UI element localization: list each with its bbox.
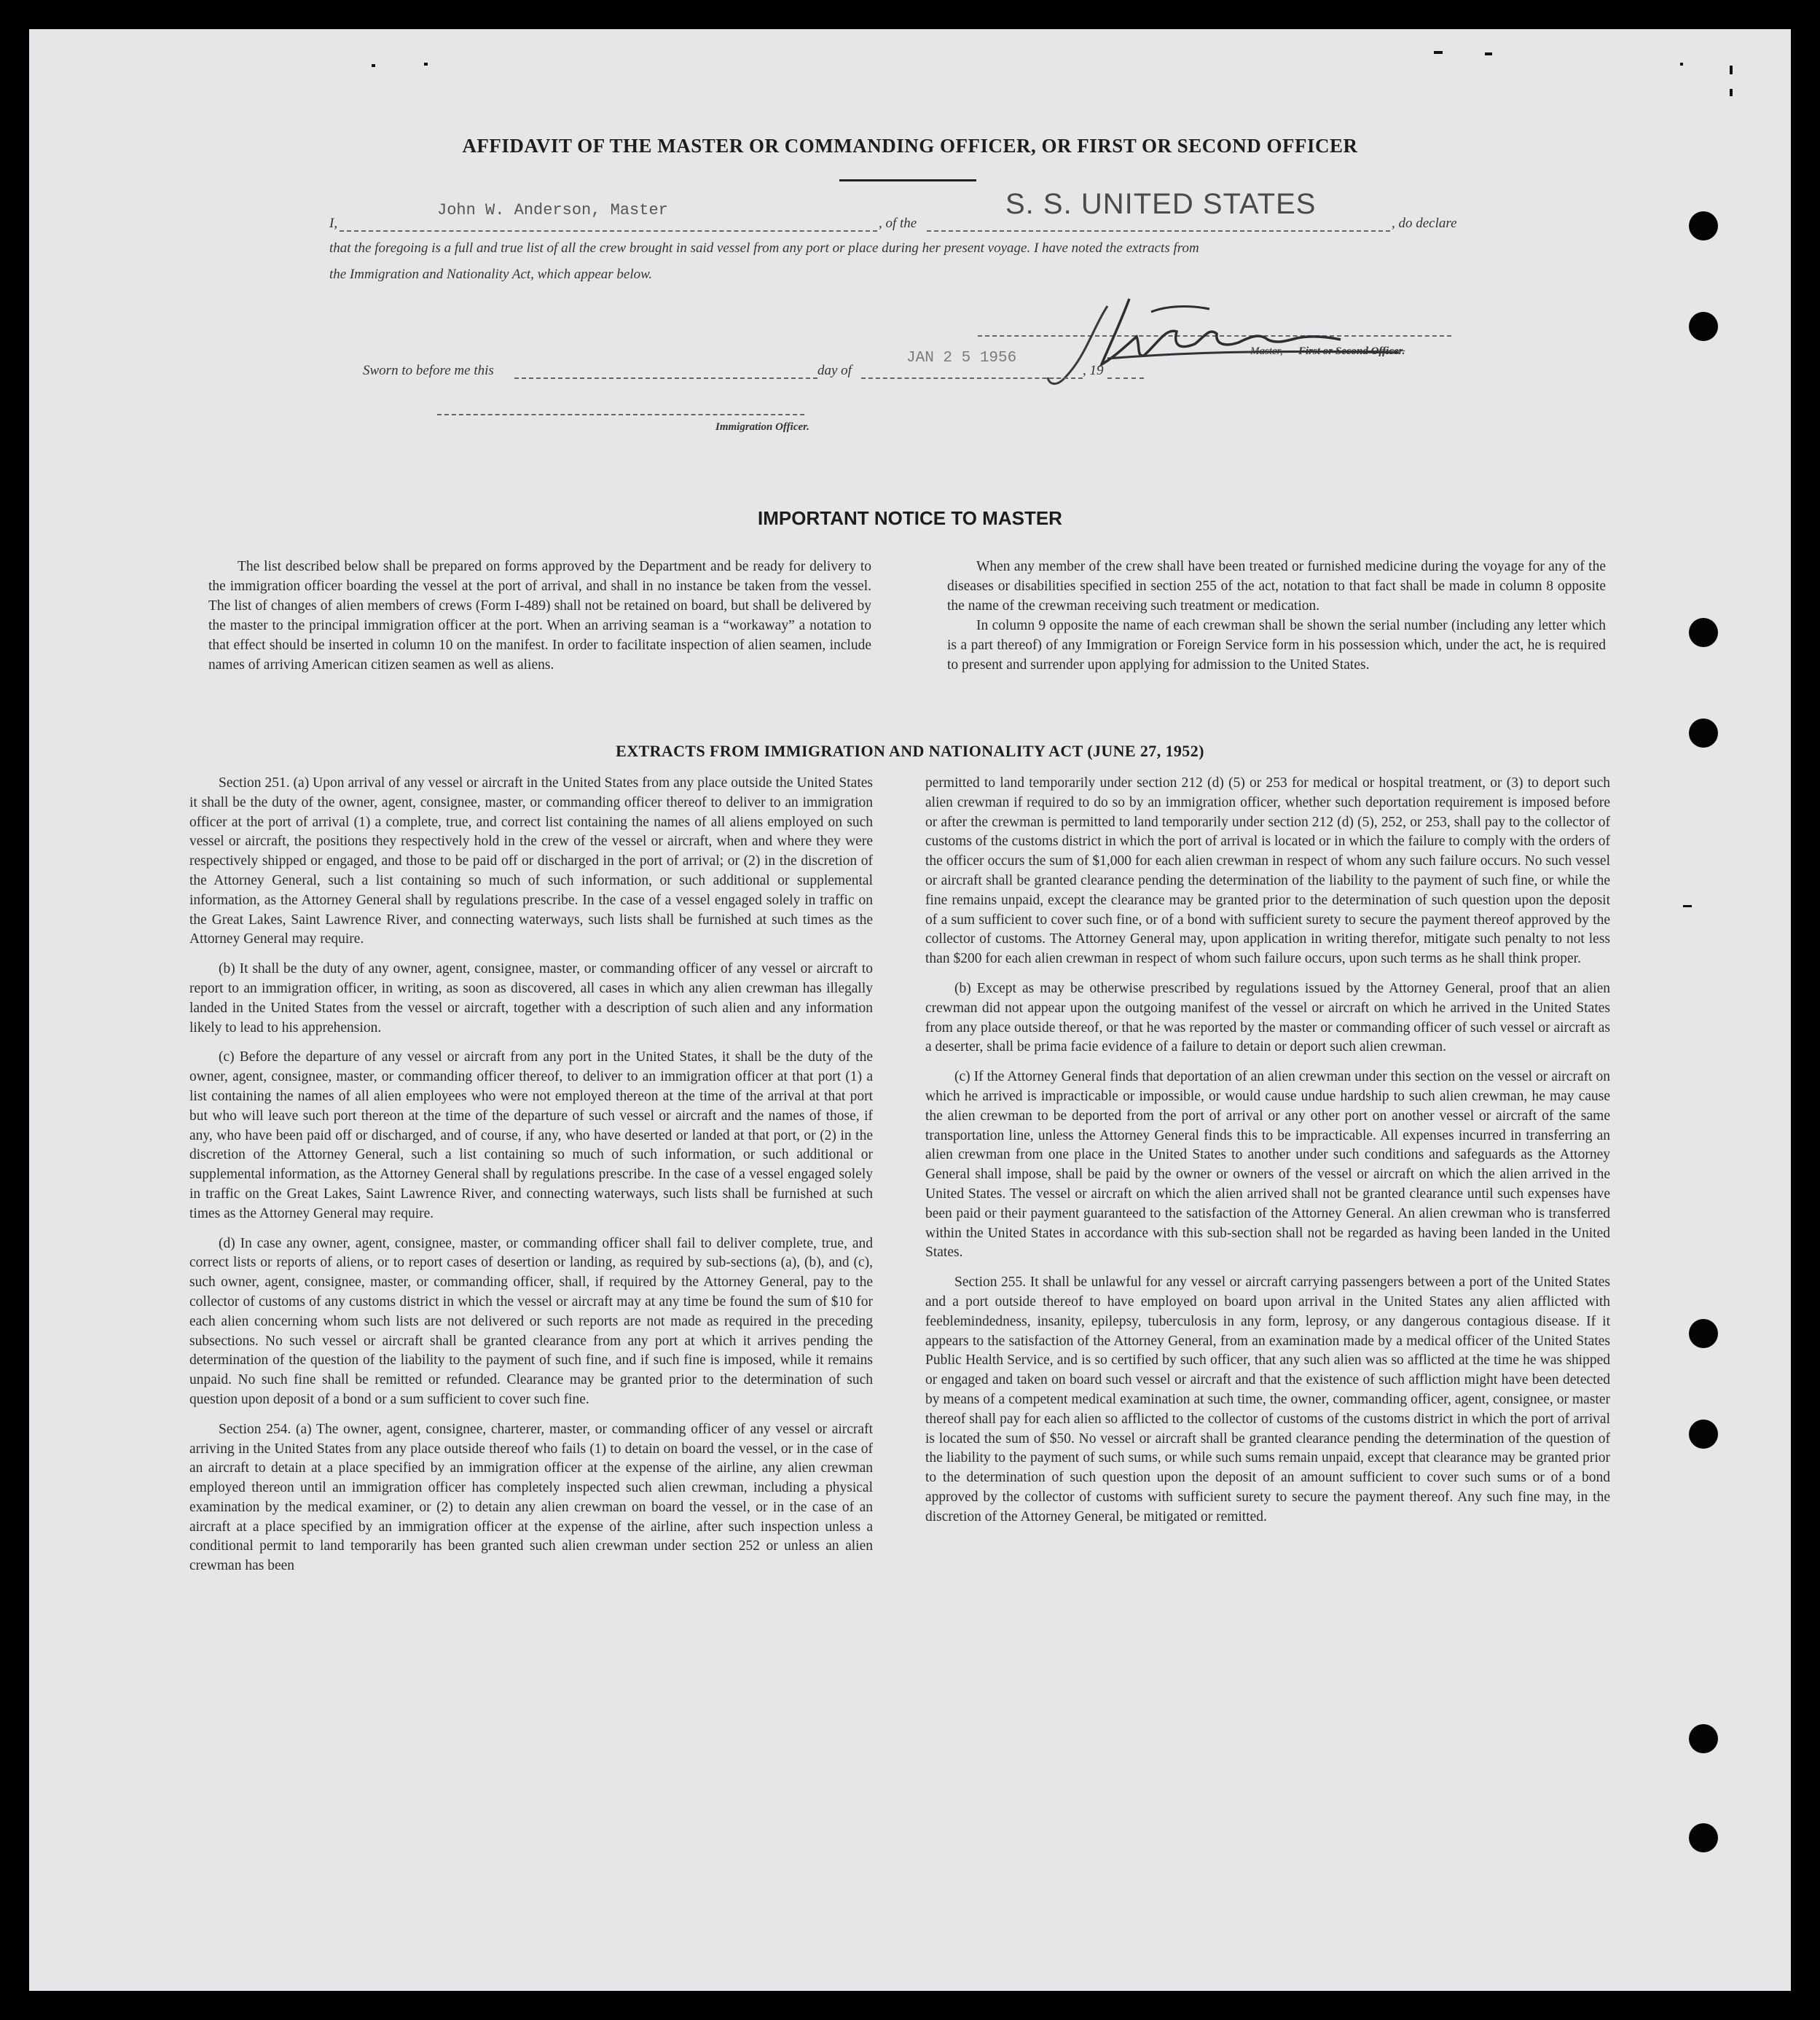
extracts-right-column — [925, 774, 1610, 1537]
binder-hole — [1689, 719, 1718, 748]
notice-right-paragraph: In column 9 opposite the name of each crewman shall be shown the serial number (including any letter which is a part thereof) of any Immigration or Foreign Service form in his possession which, under the act, he is required to present and surrender upon applying for admission to the United States. — [947, 618, 1606, 673]
binder-hole — [1689, 1724, 1718, 1753]
scan-speck — [1680, 63, 1683, 66]
scan-speck — [1434, 51, 1443, 54]
year-blank — [1107, 377, 1144, 379]
master-name: John W. Anderson, Master — [437, 201, 668, 219]
binder-hole — [1689, 211, 1718, 240]
scan-speck — [372, 64, 375, 67]
extract-paragraph: Section 251. (a) Upon arrival of any vessel or aircraft in the United States from any place outside the United States it shall be the duty of the owner, agent, consignee, master, or commanding officer thereof to deliver to an immigration officer at the port of arrival (1) a complete, true, and correct list containing the names of all aliens employed on such vessel or aircraft, the positions they respectively hold in the crew of the vessel or aircraft, when and where they were respectively shipped or engaged, and those to be paid off or discharged in the port of arrival; or (2) in the discretion of the Attorney General, such a list containing so much of such information, or such additional or supplemental information, as the Attorney General shall by regulations prescribe. In the case of a vessel engaged solely in traffic on the Great Lakes, Saint Lawrence River, and connecting waterways, such lists shall be furnished at such times as the Attorney General may require. — [189, 775, 873, 947]
binder-hole — [1689, 1420, 1718, 1449]
binder-hole — [1689, 312, 1718, 341]
vessel-blank — [927, 230, 1390, 232]
title-rule — [839, 179, 976, 181]
notice-left-paragraph: The list described below shall be prepared on forms approved by the Department and be ready for delivery to the immigration officer boarding the vessel at the port of arrival, and shall in no instance be taken from the vessel. The list of changes of alien members of crews (Form I-489) shall not be retained on board, but shall be delivered by the master to the principal immigration officer at the port. When an arriving seaman is a “workaway” a notation to that effect should be inserted in column 10 on the manifest. In order to facilitate inspection of alien seamen, include names of arriving American citizen seamen as well as aliens. — [208, 559, 871, 673]
sworn-month-blank — [861, 377, 1083, 379]
notice-right-paragraph: When any member of the crew shall have been treated or furnished medicine during the voyage for any of the diseases or disabilities specified in section 255 of the act, notation to that fact shall be made in column 8 opposite the name of the crewman receiving such treatment or medication. — [947, 559, 1606, 614]
extract-paragraph: Section 254. (a) The owner, agent, consignee, charterer, master, or commanding officer of any vessel or aircraft arriving in the United States from any place outside thereof who fails (1) to detain on board the vessel, or in the case of an aircraft to detain at a place specified by an immigration officer at the expense of the airline, any alien crewman employed thereon until an immigration officer has completely inspected such alien crewman, including a physical examination by the medical examiner, or (2) to detain any alien crewman on board the vessel, or in the case of an aircraft at a place specified by an immigration officer at the expense of the airline, after such inspection unless a conditional permit to land temporarily has been granted such alien crewman under section 252 or unless an alien crewman has been — [189, 1421, 873, 1574]
year-prefix: , 19 — [1083, 363, 1104, 378]
binder-hole — [1689, 618, 1718, 647]
signature-caption-struck: First or Second Officer. — [1298, 345, 1405, 357]
of-the-text: , of the — [879, 216, 917, 231]
sworn-prefix: Sworn to before me this — [363, 363, 494, 378]
immigration-officer-caption: Immigration Officer. — [715, 421, 809, 433]
extract-paragraph-continued: permitted to land temporarily under section 212 (d) (5) or 253 for medical or hospital treatment, or (3) to deport such alien crewman if required to do so by an immigration officer, whether such deportation requirement is imposed before or after the crewman is permitted to land temporarily under section 212 (d) (5), 252, or 253, shall pay to the collector of customs of the customs district in which the port of arrival is located or in which the failure to comply with the orders of the officer occurs the sum of $1,000 for each alien crewman in respect of whom any such failure occurs. No such vessel or aircraft shall be granted clearance pending the determination of the liability to the payment of such fine, or while the fine remains unpaid, except the clearance may be granted prior to the determination of such question upon the deposit of a sum sufficient to cover such fine, or of a bond with sufficient surety to secure the payment thereof approved by the collector of customs. The Attorney General may, upon application in writing therefor, mitigate such penalty to not less than $200 for each alien crewman in respect of whom such failure occurs, upon such terms as he shall think proper. — [925, 775, 1610, 967]
affidavit-title: AFFIDAVIT OF THE MASTER OR COMMANDING OFFICER, OR FIRST OR SECOND OFFICER — [462, 135, 1358, 157]
sworn-day-blank — [514, 377, 817, 379]
signature-caption-master: Master, — [1250, 345, 1283, 357]
vessel-name: S. S. UNITED STATES — [1005, 188, 1317, 220]
signature-image — [1020, 277, 1428, 394]
notice-title: IMPORTANT NOTICE TO MASTER — [758, 507, 1062, 529]
immigration-officer-blank — [437, 414, 804, 415]
binder-hole — [1689, 1823, 1718, 1852]
extract-paragraph: (c) If the Attorney General finds that deportation of an alien crewman under this section on the vessel or aircraft on which he arrived is impracticable or impossible, or would cause undue hardship to such alien crewman, he may cause the alien crewman to be deported from the port of arrival or any other port on another vessel or aircraft of the same transportation line, unless the Attorney General finds this to be impracticable. All expenses incurred in transferring an alien crewman from one place in the United States to another under such conditions and safeguards as the Attorney General shall impose, shall be paid by the owner or owners of the vessel or aircraft on which the alien arrived in the United States. The vessel or aircraft on which the alien arrived shall not be granted clearance until such expenses have been paid or their payment guaranteed to the satisfaction of the Attorney General. An alien crewman who is transferred within the United States in accordance with this sub-section shall not be regarded as having been landed in the United States. — [925, 1069, 1610, 1261]
extracts-left-column — [189, 774, 873, 1586]
scan-speck — [1730, 89, 1733, 96]
scan-speck — [1485, 52, 1492, 55]
date-stamp: JAN 2 5 1956 — [906, 350, 1017, 367]
notice-right-column — [947, 557, 1606, 685]
name-blank — [340, 230, 877, 232]
notice-left-column — [208, 557, 871, 685]
extract-paragraph: (b) Except as may be otherwise prescribed by regulations issued by the Attorney General, proof that an alien crewman did not appear upon the outgoing manifest of the vessel or aircraft on which he arrived in the United States from any place outside thereof, or that he was reported by the master or commanding officer of such vessel or aircraft as a deserter, shall be prima facie evidence of a failure to detain or deport such alien crewman. — [925, 980, 1610, 1055]
document-page — [29, 29, 1791, 1991]
day-of-text: day of — [817, 363, 852, 378]
scan-speck — [424, 63, 428, 66]
scan-speck — [1683, 905, 1692, 907]
extract-paragraph: Section 255. It shall be unlawful for any vessel or aircraft carrying passengers between a port of the United States and a port outside thereof to have employed on board upon arrival in the United States any alien afflicted with feeblemindedness, insanity, epilepsy, tuberculosis in any form, leprosy, or any dangerous contagious disease. If it appears to the satisfaction of the Attorney General, from an examination made by a medical officer of the United States Public Health Service, and is so certified by such officer, that any such alien was so afflicted at the time he was shipped or engaged and taken on board such vessel or aircraft and that the existence of such affliction might have been detected by means of a competent medical examination at such time, the owner, commanding officer, agent, consignee, or master thereof shall pay for each alien so afflicted to the collector of customs of the customs district in which the port of arrival is located the sum of $50. No vessel or aircraft shall be granted clearance pending the determination of the question of the liability to the payment of such sums, or while such sums remain unpaid, except that clearance may be granted prior to the determination of such question upon the deposit of an amount sufficient to cover such sums or of a bond approved by the collector of customs with sufficient surety to secure the payment thereof. Any such fine may, in the discretion of the Attorney General, be mitigated or remitted. — [925, 1275, 1610, 1524]
scan-speck — [1730, 66, 1733, 74]
declaration-line3: the Immigration and Nationality Act, which appear below. — [329, 267, 653, 282]
line1-prefix: I, — [329, 216, 338, 231]
extract-paragraph: (c) Before the departure of any vessel or aircraft from any port in the United States, it shall be the duty of the owner, agent, consignee, master, or commanding officer thereof, to deliver to an immigration officer at that port (1) a list containing the names of all alien employees who were not employed thereon at the time of the arrival at that port but who will leave such port thereon at the time of the departure of such vessel or aircraft and the names of those, if any, who have been paid off or discharged, and of course, if any, who have deserted or landed at that port, or (2) in the discretion of the Attorney General, such a list containing so much of such information, or such additional or supplemental information, as the Attorney General shall by regulations prescribe. In the case of a vessel engaged solely in traffic on the Great Lakes, Saint Lawrence River, and connecting waterways, such lists shall be furnished at such times as the Attorney General may require. — [189, 1049, 873, 1221]
declaration-line2: that the foregoing is a full and true list of all the crew brought in said vessel from any port or place during her present voyage. I have noted the extracts from — [329, 240, 1199, 256]
do-declare-text: , do declare — [1392, 216, 1457, 231]
extract-paragraph: (d) In case any owner, agent, consignee, master, or commanding officer shall fail to deliver complete, true, and correct lists or reports of aliens, or to report cases of desertion or landing, as required by sub-sections (a), (b), and (c), such owner, agent, consignee, master, or commanding officer, shall, if required by the Attorney General, pay to the collector of customs of any customs district in which the vessel or aircraft may at any time be found the sum of $10 for each alien concerning whom such lists are not delivered or such reports are not made as required in the preceding subsections. No such vessel or aircraft shall be granted clearance from any port at which it arrives pending the determination of the question of the liability to the payment of such fine, and if such fine is imposed, while it remains unpaid. No such fine shall be remitted or refunded. Clearance may be granted prior to the determination of such question upon deposit of a bond or a sum sufficient to cover such fine. — [189, 1235, 873, 1407]
binder-hole — [1689, 1319, 1718, 1348]
extracts-title: EXTRACTS FROM IMMIGRATION AND NATIONALITY ACT (JUNE 27, 1952) — [616, 742, 1204, 760]
extract-paragraph: (b) It shall be the duty of any owner, agent, consignee, master, or commanding officer of any vessel or aircraft to report to an immigration officer, in writing, as soon as discovered, all cases in which any alien crewman has illegally landed in the United States from the vessel or aircraft, together with a description of such alien and any information likely to lead to his apprehension. — [189, 961, 873, 1036]
